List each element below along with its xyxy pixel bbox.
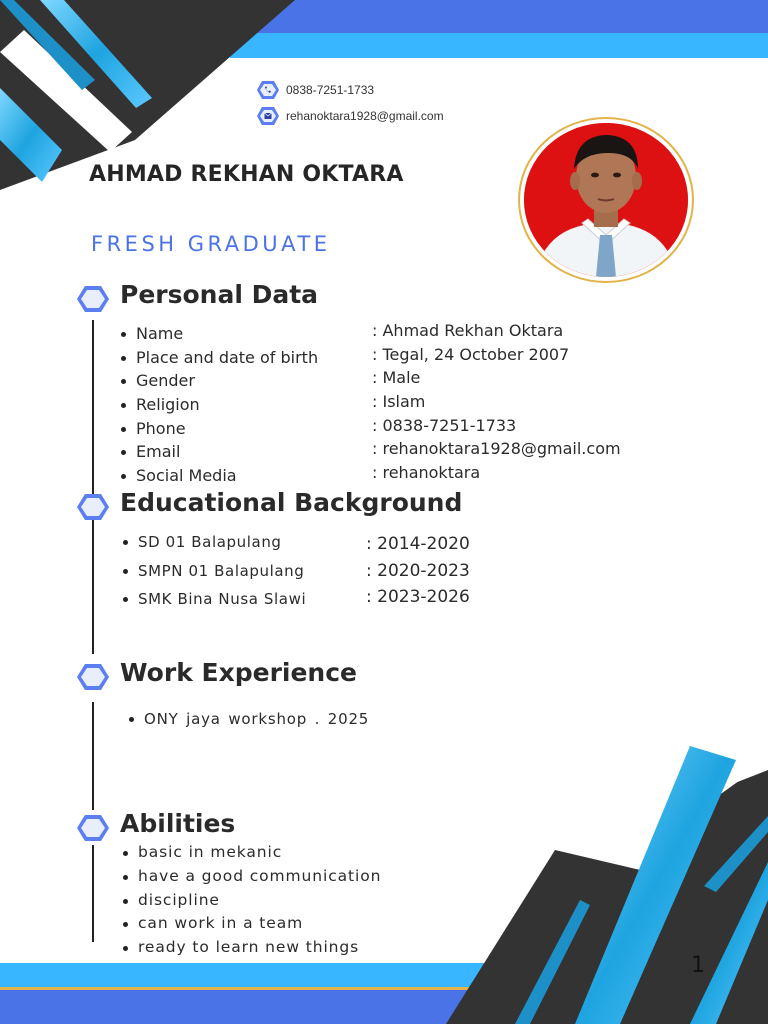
hexagon-icon [76, 813, 110, 843]
list-item: Religion [118, 393, 318, 417]
section-title-personal-data: Personal Data [120, 280, 319, 309]
education-schools [120, 530, 306, 616]
abilities-list [120, 841, 381, 960]
list-item: Name [118, 322, 318, 346]
list-item: SMPN 01 Balapulang [120, 559, 306, 588]
personal-data-labels [118, 322, 318, 488]
education-years [366, 532, 470, 612]
contact-email [256, 106, 444, 126]
timeline-line [92, 320, 94, 654]
value-religion: : Islam [372, 392, 426, 412]
value-name: : Ahmad Rekhan Oktara [372, 321, 564, 340]
work-experience-list [126, 707, 369, 731]
list-item: basic in mekanic [120, 841, 381, 865]
timeline-line [92, 845, 94, 942]
education-year: : 2023-2026 [366, 587, 470, 607]
list-item: SMK Bina Nusa Slawi [120, 587, 306, 616]
list-item: Social Media [118, 464, 318, 488]
list-item: SD 01 Balapulang [120, 530, 306, 559]
list-item: Place and date of birth [118, 346, 318, 370]
profile-photo [518, 117, 694, 283]
section-title-work-experience: Work Experience [120, 658, 357, 687]
timeline-line [92, 702, 94, 810]
job-title: FRESH GRADUATE [91, 232, 331, 256]
portrait-illustration [524, 123, 688, 277]
personal-data-values [372, 319, 621, 485]
list-item: Gender [118, 369, 318, 393]
envelope-icon [256, 106, 280, 126]
education-year: : 2020-2023 [366, 560, 470, 581]
contact-email-text[interactable]: rehanoktara1928@gmail.com [286, 109, 444, 123]
list-item: ONY jaya workshop . 2025 [126, 707, 369, 731]
education-year: : 2014-2020 [366, 534, 470, 554]
list-item: discipline [120, 889, 381, 913]
list-item: ready to learn new things [120, 936, 381, 960]
contact-phone [256, 80, 374, 100]
value-gender: : Male [372, 368, 421, 388]
hexagon-icon [76, 662, 110, 692]
value-social-media: : rehanoktara [372, 463, 481, 483]
value-birth: : Tegal, 24 October 2007 [372, 344, 570, 364]
value-phone: : 0838-7251-1733 [372, 415, 517, 435]
list-item: can work in a team [120, 912, 381, 936]
contact-phone-text: 0838-7251-1733 [286, 83, 375, 97]
phone-icon [256, 80, 280, 100]
value-email[interactable]: : rehanoktara1928@gmail.com [372, 439, 621, 459]
full-name: AHMAD REKHAN OKTARA [89, 162, 404, 187]
hexagon-icon [76, 492, 110, 522]
hexagon-icon [76, 284, 110, 314]
list-item: Phone [118, 417, 318, 441]
page-number: 1 [691, 953, 705, 978]
section-title-abilities: Abilities [120, 809, 236, 838]
list-item: have a good communication [120, 865, 381, 889]
list-item: Email [118, 440, 318, 464]
section-title-education: Educational Background [120, 488, 463, 517]
